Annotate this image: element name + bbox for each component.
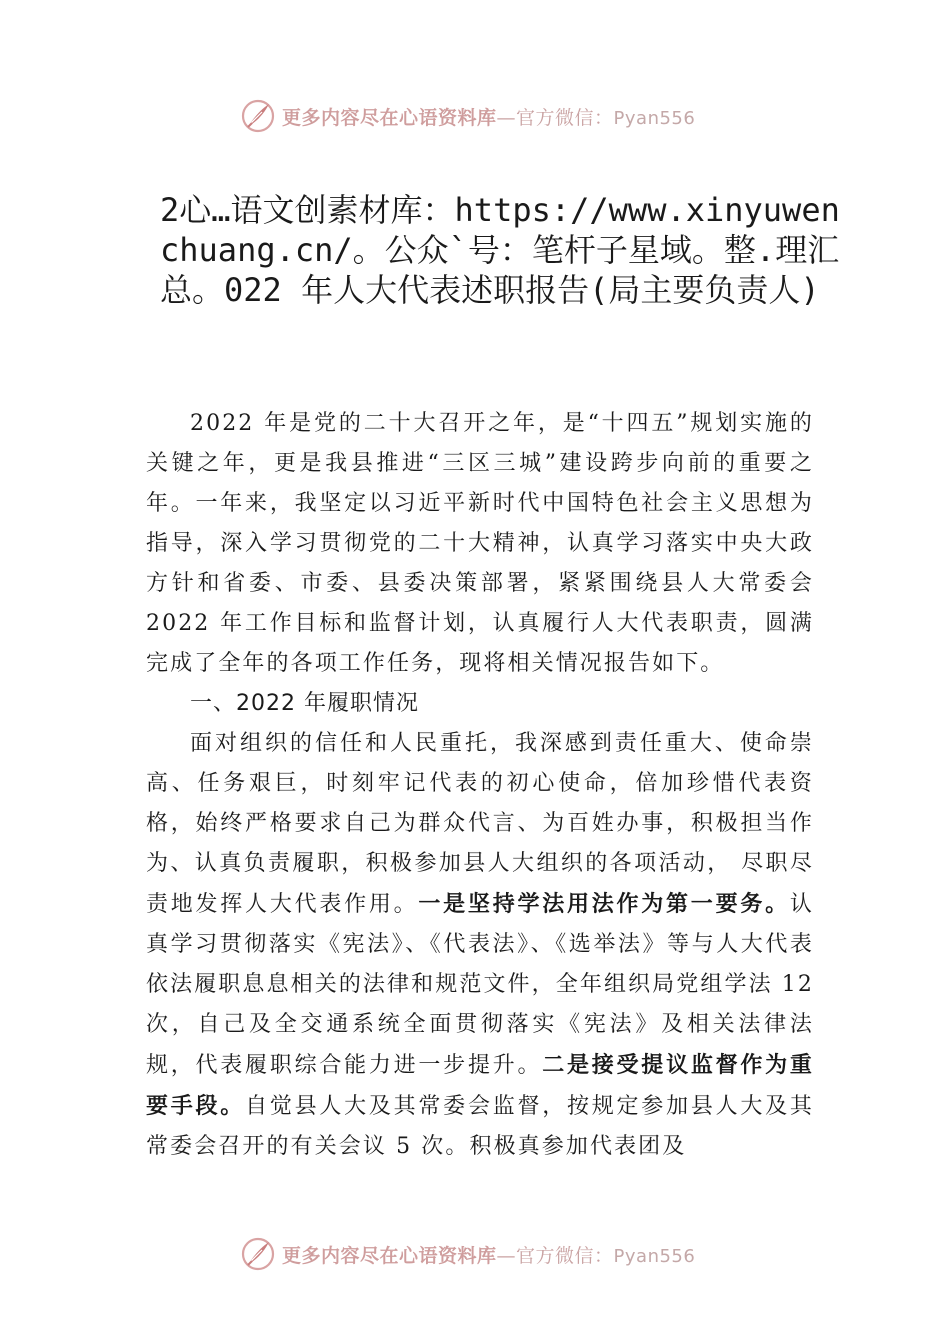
- paragraph-performance: [146, 724, 814, 1167]
- quill-logo-icon: [240, 1236, 276, 1272]
- point-2-heading: 二是接受提议监督作为重要手段。: [146, 1052, 814, 1119]
- banner-wechat-label: 官方微信：: [516, 1244, 614, 1267]
- document-body: [146, 404, 814, 1167]
- quill-logo-icon: [240, 98, 276, 134]
- point-1-heading: 一是坚持学法用法作为第一要务。: [418, 891, 790, 917]
- header-banner[interactable]: [240, 96, 760, 136]
- point-2-text: 自觉县人大及其常委会监督，按规定参加县人大及其常委会召开的有关会议 5 次。积极真参加代表团及: [146, 1094, 814, 1159]
- paragraph-intro: 2022 年是党的二十大召开之年，是“十四五”规划实施的关键之年，更是我县推进“三区三城”建设跨步向前的重要之年。一年来，我坚定以习近平新时代中国特色社会主义思想为指导，深入学习贯彻党的二十大精神，认真学习落实中央大政方针和省委、市委、县委决策部署，紧紧围绕县人大常委会 2022 年工作目标和监督计划，认真履行人大代表职责，圆满完成了全年的各项工作任务，现将相关情况报告如下。: [146, 411, 814, 676]
- banner-wechat-id: Pyan556: [613, 1245, 696, 1267]
- point-1-text: 认真学习贯彻落实《宪法》、《代表法》、《选举法》等与人大代表依法履职息息相关的法律和规范文件，全年组织局党组学法 12 次，自己及全交通系统全面贯彻落实《宪法》及相关法律法规，代表履职综合能力进一步提升。: [146, 892, 814, 1078]
- banner-main-text: 更多内容尽在心语资料库: [282, 1244, 497, 1267]
- banner-text: [282, 103, 695, 130]
- footer-banner[interactable]: [240, 1234, 760, 1274]
- banner-dash: —: [496, 106, 517, 129]
- banner-text: [282, 1241, 695, 1268]
- banner-wechat-id: Pyan556: [613, 107, 696, 129]
- section-heading-1: 一、2022 年履职情况: [190, 691, 419, 716]
- document-title: 2心…语文创素材库：https://www.xinyuwenchuang.cn/。公众`号：笔杆子星域。整.理汇总。022 年人大代表述职报告(局主要负责人): [160, 191, 840, 309]
- banner-wechat-label: 官方微信：: [516, 106, 614, 129]
- banner-main-text: 更多内容尽在心语资料库: [282, 106, 497, 129]
- banner-dash: —: [496, 1244, 517, 1267]
- paragraph-performance-intro: 面对组织的信任和人民重托，我深感到责任重大、使命崇高、任务艰巨，时刻牢记代表的初心使命，倍加珍惜代表资格，始终严格要求自己为群众代言、为百姓办事，积极担当作为、认真负责履职，积极参加县人大组织的各项活动， 尽职尽责地发挥人大代表作用。: [146, 731, 814, 917]
